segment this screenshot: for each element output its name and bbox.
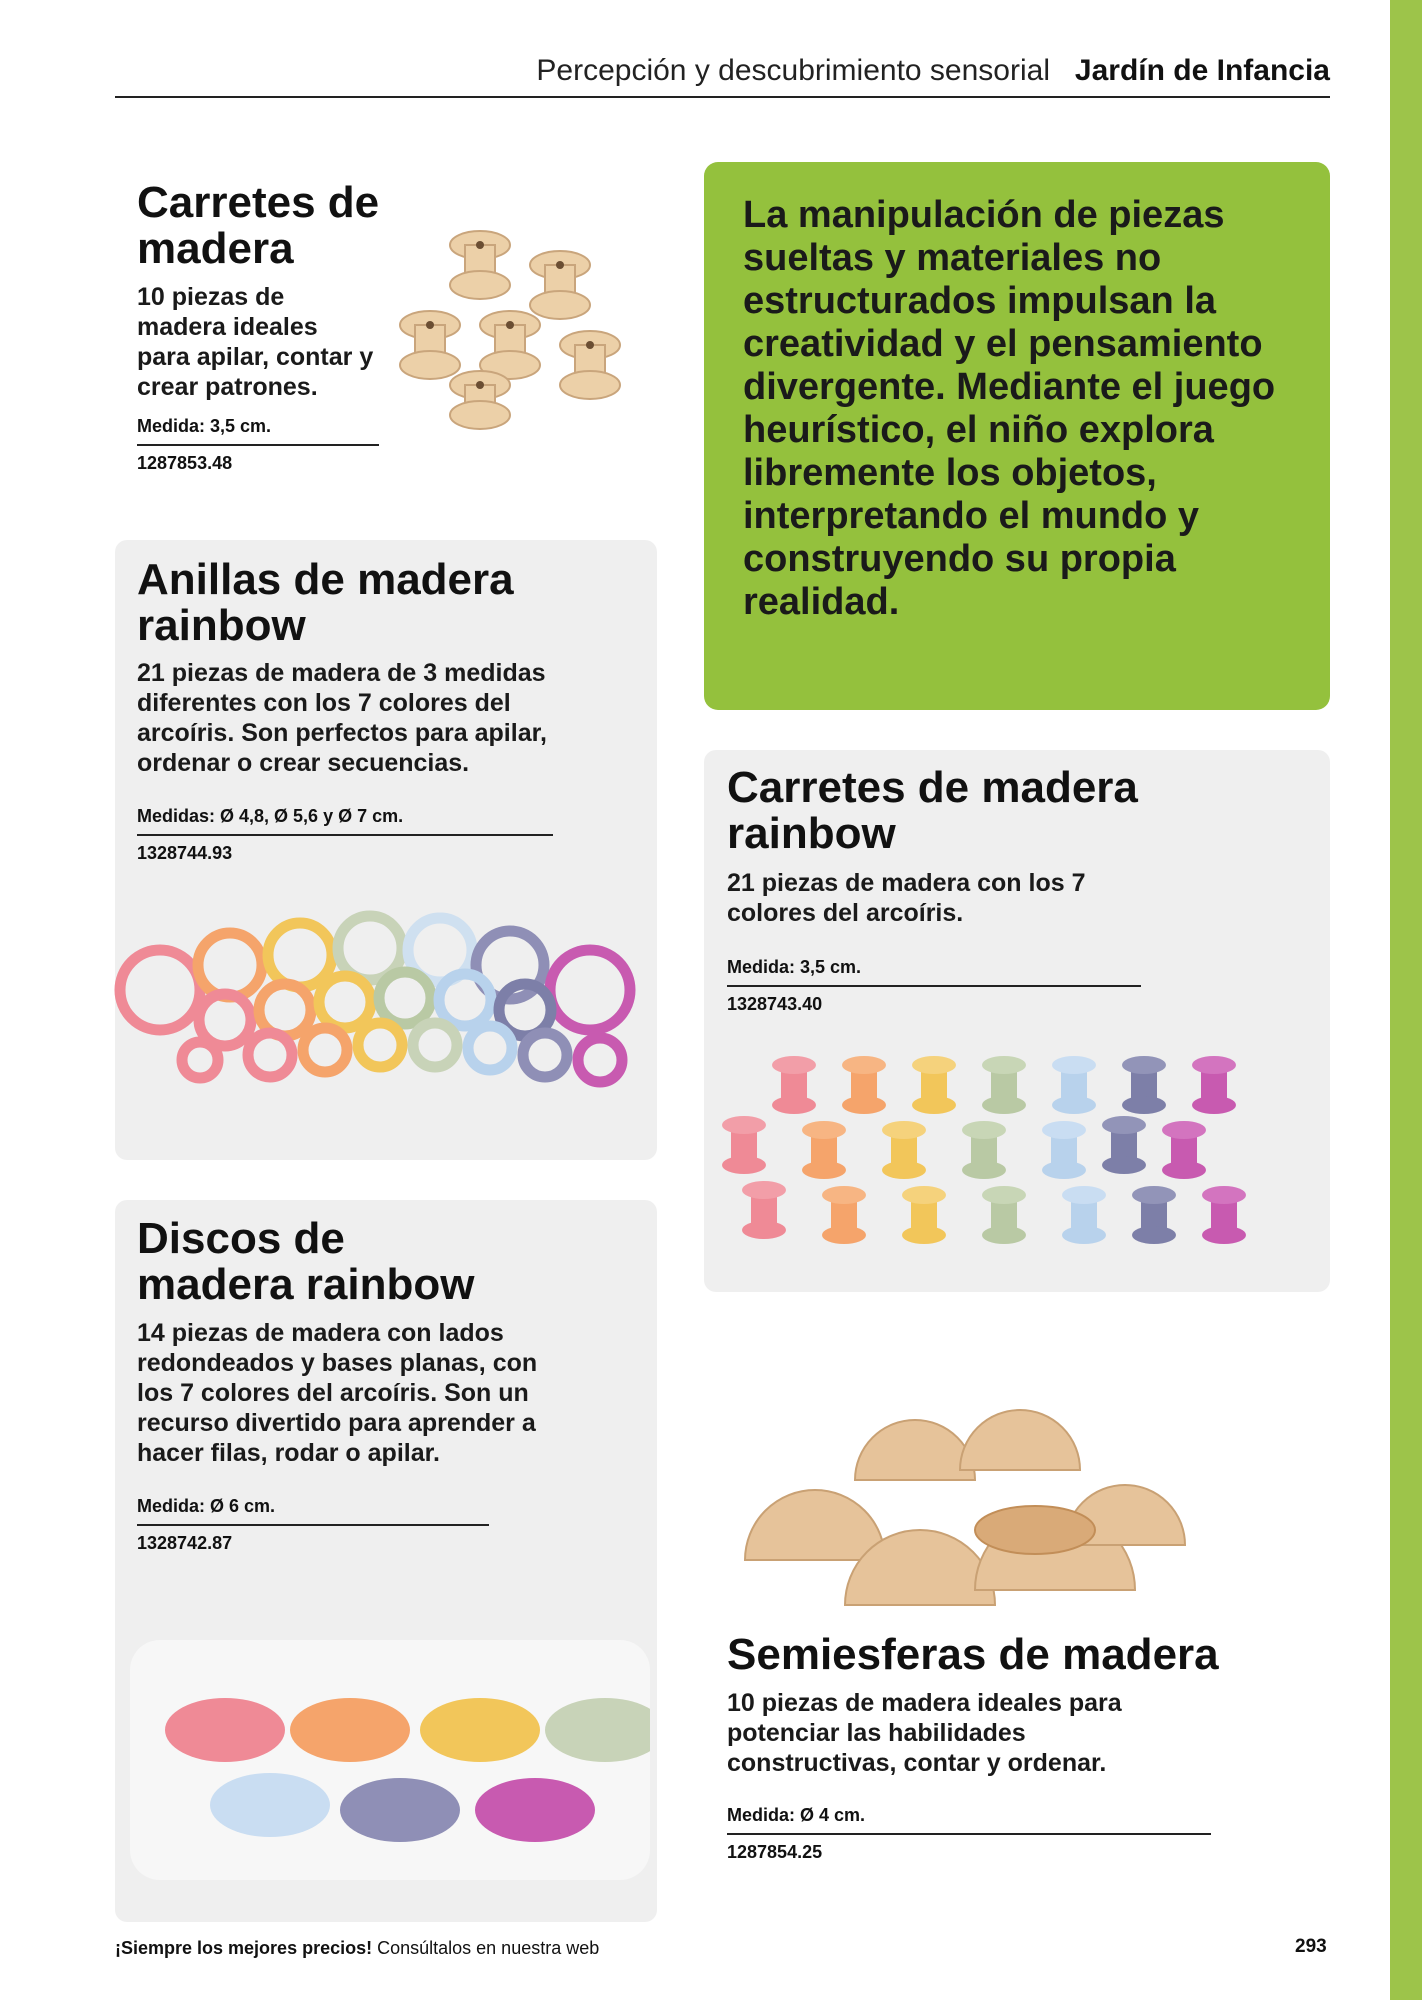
ring	[198, 933, 262, 997]
ring	[578, 1038, 622, 1082]
product-title: Semiesferas de madera	[727, 1630, 1219, 1679]
product-measure: Medida: Ø 6 cm.	[137, 1496, 489, 1526]
disc	[420, 1698, 540, 1762]
product-description: 10 piezas de madera ideales para apilar, contar y crear patrones.	[137, 283, 374, 401]
product-code: 1287853.48	[137, 453, 233, 473]
product-description: 21 piezas de madera con los 7 colores del arcoíris.	[727, 869, 1086, 927]
product-measure: Medidas: Ø 4,8, Ø 5,6 y Ø 7 cm.	[137, 806, 553, 836]
rainbow-discs-image	[130, 1640, 650, 1880]
product-code: 1328743.40	[727, 994, 823, 1014]
ring	[468, 1026, 512, 1070]
footer-note-bold: ¡Siempre los mejores precios!	[115, 1938, 373, 1958]
ring	[439, 974, 491, 1026]
footer-note	[115, 1938, 599, 1959]
product-code: 1328742.87	[137, 1533, 233, 1553]
ring	[413, 1023, 457, 1067]
disc	[290, 1698, 410, 1762]
ring	[182, 1042, 218, 1078]
page-header	[115, 50, 1330, 98]
product-description: 14 piezas de madera con lados redondeados y bases planas, con los 7 colores del arcoíris. Son un recurso divertido para aprender a hacer filas, rodar o apilar.	[137, 1319, 538, 1467]
page-number: 293	[1295, 1936, 1327, 1957]
rainbow-rings-image	[105, 910, 655, 1100]
product-title: Anillas de madera rainbow	[137, 555, 514, 650]
disc	[165, 1698, 285, 1762]
spool-row-2	[722, 1116, 1206, 1179]
product-title: Carretes de madera	[137, 178, 380, 273]
hemisphere	[855, 1420, 975, 1480]
product-code: 1328744.93	[137, 843, 233, 863]
ring	[319, 976, 371, 1028]
category-title: Jardín de Infancia	[1074, 54, 1330, 87]
rainbow-spools-image	[709, 1035, 1319, 1275]
ring	[120, 950, 200, 1030]
product-anillas	[115, 540, 657, 1160]
spool-row-3	[742, 1181, 1246, 1244]
product-description: 10 piezas de madera ideales para potenciar las habilidades constructivas, contar y ordenar.	[727, 1689, 1122, 1777]
product-carretes-rainbow	[704, 750, 1330, 1292]
product-code: 1287854.25	[727, 1842, 823, 1862]
wooden-hemispheres-image	[735, 1370, 1205, 1620]
product-measure: Medida: 3,5 cm.	[727, 957, 1141, 987]
footer-note-rest: Consúltalos en nuestra web	[372, 1938, 600, 1958]
product-description: 21 piezas de madera de 3 medidas diferentes con los 7 colores del arcoíris. Son perfectos para apilar, ordenar o crear secuencias.	[137, 659, 547, 777]
hemisphere	[960, 1410, 1080, 1470]
product-title: Discos de madera rainbow	[137, 1214, 475, 1309]
disc	[340, 1778, 460, 1842]
ring	[248, 1033, 292, 1077]
hemisphere	[745, 1490, 885, 1560]
side-color-strip	[1390, 0, 1422, 2000]
product-measure: Medida: Ø 4 cm.	[727, 1805, 1211, 1835]
intro-text: La manipulación de piezas sueltas y materiales no estructurados impulsan la creatividad y el pensamiento divergente. Mediante el juego heurístico, el niño explora libremente los objetos, interpretando el mundo y construyendo su propia realidad.	[743, 194, 1276, 623]
ring	[379, 972, 431, 1024]
wooden-spools-image	[370, 205, 650, 435]
spool	[450, 371, 510, 429]
spool-row-1	[772, 1056, 1236, 1114]
product-measure: Medida: 3,5 cm.	[137, 416, 379, 446]
ring	[303, 1028, 347, 1072]
intro-callout	[704, 162, 1330, 710]
ring	[268, 923, 332, 987]
ring	[550, 950, 630, 1030]
product-discos	[115, 1200, 657, 1922]
disc	[210, 1773, 330, 1837]
section-title: Percepción y descubrimiento sensorial	[536, 54, 1050, 87]
product-title: Carretes de madera rainbow	[727, 763, 1138, 858]
ring	[523, 1033, 567, 1077]
disc	[475, 1778, 595, 1842]
ring	[358, 1023, 402, 1067]
